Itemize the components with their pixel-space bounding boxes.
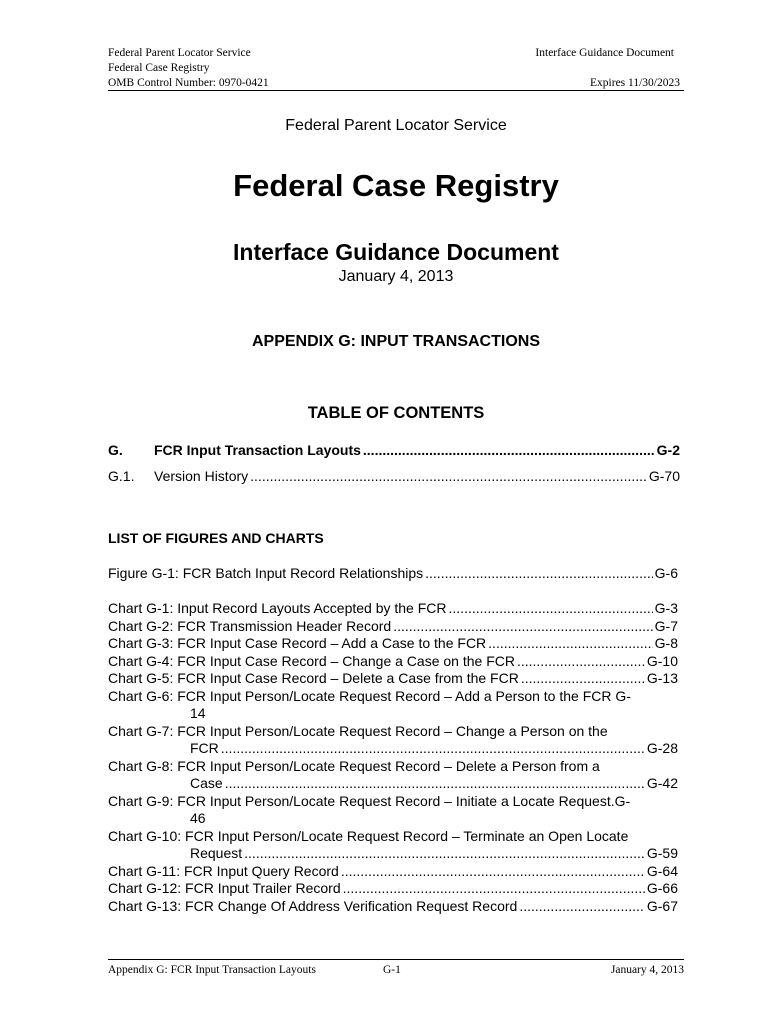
chart-entry-title: Chart G-12: FCR Input Trailer Record <box>108 880 341 896</box>
chart-entry-title: Chart G-4: FCR Input Case Record – Change a Case on the FCR <box>108 652 515 669</box>
toc-entry-page: G-70 <box>648 468 680 484</box>
chart-entry[interactable] <box>108 880 678 898</box>
chart-entry-page: G-7 <box>654 617 678 634</box>
chart-entry-title-cont: FCR <box>190 740 219 756</box>
chart-entry-page: G-3 <box>654 600 678 616</box>
header-doc-type: Interface Guidance Document <box>535 47 674 59</box>
chart-entry[interactable] <box>108 723 678 741</box>
chart-entry-title: Chart G-10: FCR Input Person/Locate Request Record – Terminate an Open Locate <box>108 827 629 844</box>
leader-dots <box>343 880 645 898</box>
chart-entry-page: G-66 <box>646 880 678 896</box>
leader-dots <box>221 740 645 758</box>
leader-dots <box>449 600 653 618</box>
chart-entry-page: G-67 <box>646 897 678 914</box>
toc-entry-title: Version History <box>154 468 249 484</box>
chart-entry-continuation <box>108 845 678 863</box>
leader-dots <box>519 898 645 916</box>
chart-entry[interactable] <box>108 898 678 916</box>
cover-subtitle: Federal Parent Locator Service <box>285 117 507 134</box>
chart-entry-title-cont: Case <box>190 775 223 791</box>
chart-entry-title: Chart G-5: FCR Input Case Record – Delete a Case from the FCR <box>108 670 519 686</box>
toc-entry[interactable] <box>108 468 680 484</box>
chart-list <box>108 600 678 915</box>
chart-entry-page: 14 <box>190 705 206 721</box>
leader-dots <box>363 442 655 458</box>
chart-entry-continuation <box>108 705 678 723</box>
leader-dots <box>341 863 645 881</box>
chart-entry-title: Chart G-8: FCR Input Person/Locate Request Record – Delete a Person from a <box>108 757 600 774</box>
chart-entry[interactable] <box>108 688 678 706</box>
header-divider <box>108 90 684 91</box>
chart-entry-page: G-59 <box>646 845 678 861</box>
leader-dots <box>244 845 645 863</box>
chart-entry-page: G-28 <box>646 740 678 756</box>
footer-section: Appendix G: FCR Input Transaction Layouts <box>108 964 316 976</box>
chart-entry-continuation <box>108 775 678 793</box>
chart-entry[interactable] <box>108 653 678 671</box>
figure-entry[interactable] <box>108 565 678 583</box>
leader-dots <box>488 635 652 653</box>
leader-dots <box>225 775 645 793</box>
chart-entry[interactable] <box>108 793 678 811</box>
chart-entry[interactable] <box>108 863 678 881</box>
chart-entry-page: G-8 <box>654 635 678 651</box>
toc-entry-number: G. <box>108 442 123 458</box>
header-registry: Federal Case Registry <box>108 62 210 74</box>
leader-dots <box>425 565 653 583</box>
chart-entry[interactable] <box>108 828 678 846</box>
chart-entry-title: Chart G-11: FCR Input Query Record <box>108 862 339 879</box>
figure-entry-page: G-6 <box>654 565 678 581</box>
toc-heading: TABLE OF CONTENTS <box>307 404 485 422</box>
chart-entry[interactable] <box>108 758 678 776</box>
chart-entry-page: 46 <box>190 810 206 826</box>
leader-dots <box>393 618 652 636</box>
leader-dots <box>521 670 645 688</box>
appendix-heading: APPENDIX G: INPUT TRANSACTIONS <box>251 333 540 350</box>
chart-entry-title: Chart G-2: FCR Transmission Header Record <box>108 617 392 634</box>
chart-entry-page: G-10 <box>646 652 678 669</box>
toc-entry-page: G-2 <box>656 442 680 458</box>
cover-title: Federal Case Registry <box>233 168 559 203</box>
chart-entry-title: Chart G-3: FCR Input Case Record – Add a Case to the FCR <box>108 635 487 651</box>
toc-entry-number: G.1. <box>108 468 135 484</box>
document-title: Interface Guidance Document <box>233 239 559 265</box>
toc-entry-title: FCR Input Transaction Layouts <box>154 442 361 458</box>
chart-entry-title: Chart G-1: Input Record Layouts Accepted by the FCR <box>108 600 447 616</box>
chart-entry-page: G-13 <box>646 670 678 686</box>
chart-entry[interactable] <box>108 635 678 653</box>
chart-entry-page: G-42 <box>646 775 678 791</box>
toc-entry[interactable] <box>108 442 680 458</box>
header-expiration: Expires 11/30/2023 <box>590 77 680 89</box>
chart-entry-title: Chart G-13: FCR Change Of Address Verification Request Record <box>108 897 518 914</box>
footer-divider <box>108 959 684 960</box>
chart-entry-title: Chart G-7: FCR Input Person/Locate Request Record – Change a Person on the <box>108 722 608 739</box>
footer-date: January 4, 2013 <box>610 964 684 976</box>
document-date: January 4, 2013 <box>338 268 454 285</box>
header-agency: Federal Parent Locator Service <box>108 47 251 59</box>
chart-entry-continuation <box>108 740 678 758</box>
chart-entry-continuation <box>108 810 678 828</box>
running-header <box>108 46 684 91</box>
figure-entry-title: Figure G-1: FCR Batch Input Record Relationships <box>108 565 424 581</box>
chart-entry-page: G-64 <box>646 862 678 879</box>
chart-entry[interactable] <box>108 618 678 636</box>
chart-entry[interactable] <box>108 670 678 688</box>
chart-entry-title: Chart G-9: FCR Input Person/Locate Request Record – Initiate a Locate Request.G- <box>108 792 631 809</box>
header-omb-number: OMB Control Number: 0970-0421 <box>108 77 269 89</box>
chart-entry-title-cont: Request <box>190 845 243 861</box>
leader-dots <box>250 468 647 484</box>
chart-entry-title: Chart G-6: FCR Input Person/Locate Request Record – Add a Person to the FCR G- <box>108 687 631 704</box>
leader-dots <box>517 653 645 671</box>
lof-heading: LIST OF FIGURES AND CHARTS <box>108 530 324 546</box>
chart-entry[interactable] <box>108 600 678 618</box>
footer-page-number: G-1 <box>383 964 401 976</box>
